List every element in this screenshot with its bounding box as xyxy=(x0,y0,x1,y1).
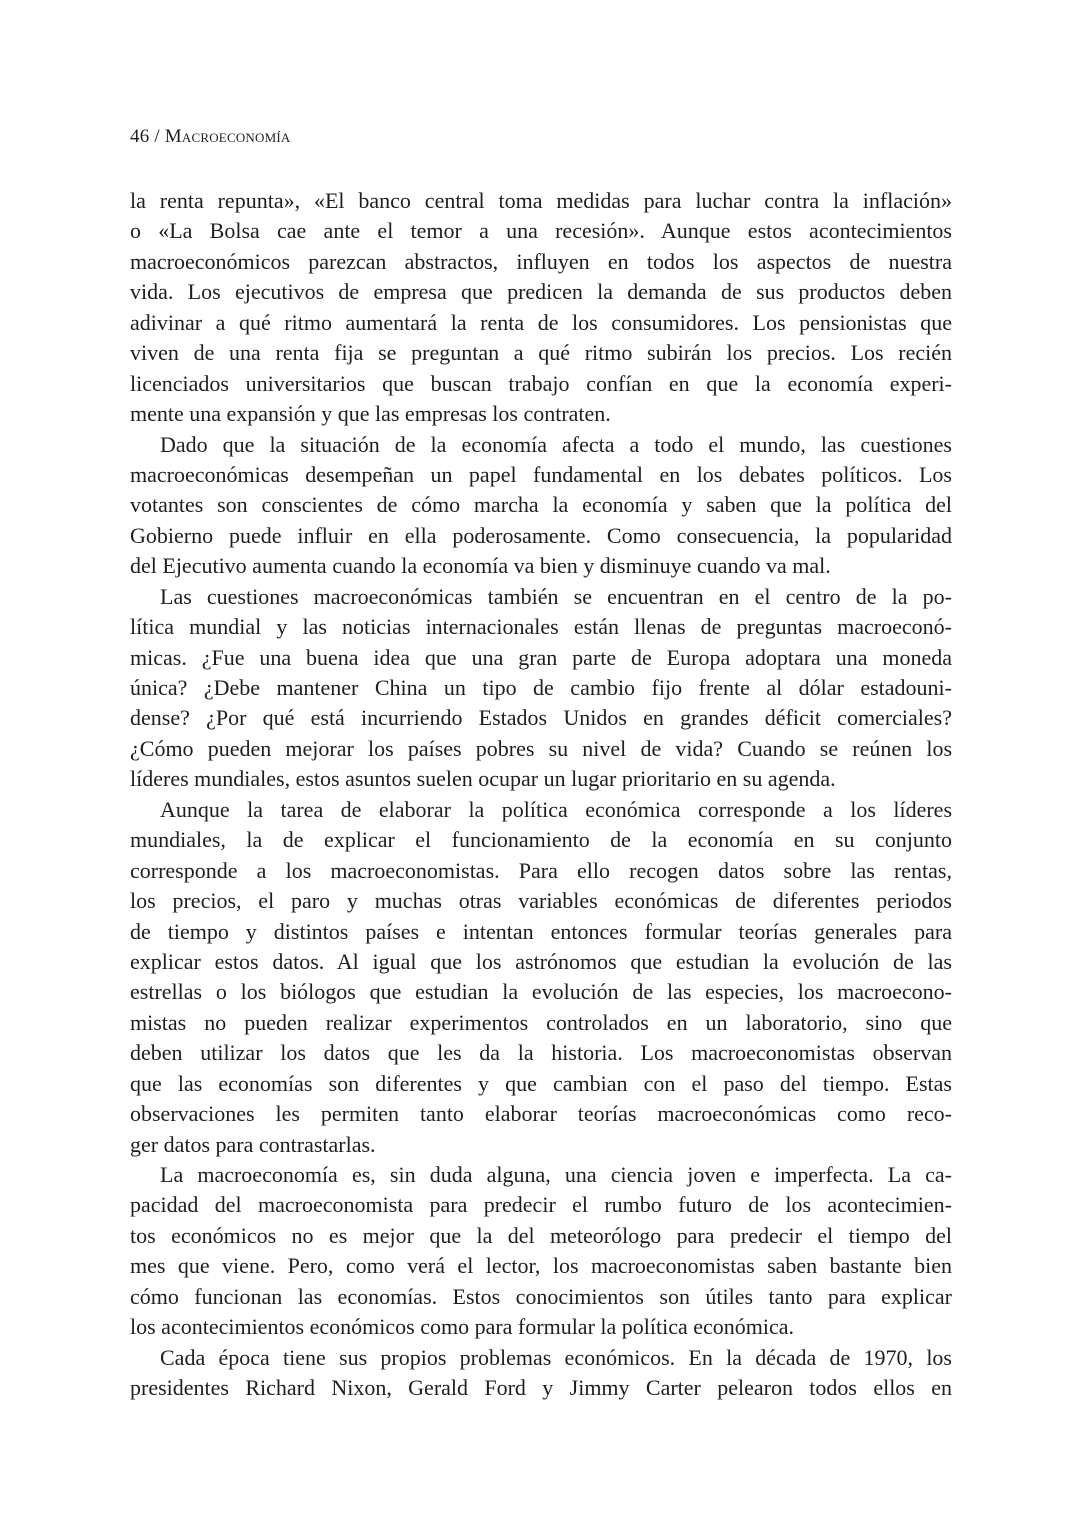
paragraph xyxy=(130,1160,952,1343)
text-line: los acontecimientos económicos como para formular la política económica. xyxy=(130,1314,795,1340)
paragraph xyxy=(130,795,952,1160)
text-line: mundiales, la de explicar el funcionamiento de la economía en su conjunto xyxy=(130,827,952,853)
text-line: tos económicos no es mejor que la del meteorólogo para predecir el tiempo del xyxy=(130,1222,952,1248)
paragraph xyxy=(130,430,952,582)
text-line: votantes son conscientes de cómo marcha la economía y saben que la política del xyxy=(130,492,952,518)
text-line: Aunque la tarea de elaborar la política económica corresponde a los líderes xyxy=(160,796,952,822)
paragraph xyxy=(130,582,952,795)
text-line: o «La Bolsa cae ante el temor a una recesión». Aunque estos acontecimientos xyxy=(130,218,952,244)
header-separator: / xyxy=(149,126,165,147)
text-line: mistas no pueden realizar experimentos controlados en un laboratorio, sino que xyxy=(130,1009,952,1035)
text-line: micas. ¿Fue una buena idea que una gran parte de Europa adoptara una moneda xyxy=(130,644,952,670)
text-line: dense? ¿Por qué está incurriendo Estados Unidos en grandes déficit comerciales? xyxy=(130,705,952,731)
text-line: deben utilizar los datos que les da la historia. Los macroeconomistas observan xyxy=(130,1040,952,1066)
text-line: ger datos para contrastarlas. xyxy=(130,1131,376,1157)
text-line: de tiempo y distintos países e intentan entonces formular teorías generales para xyxy=(130,918,952,944)
text-line: licenciados universitarios que buscan trabajo confían en que la economía experi- xyxy=(130,370,952,396)
text-line: líderes mundiales, estos asuntos suelen ocupar un lugar prioritario en su agenda. xyxy=(130,766,836,792)
text-line: Dado que la situación de la economía afecta a todo el mundo, las cuestiones xyxy=(160,431,952,457)
text-line: viven de una renta fija se preguntan a qué ritmo subirán los precios. Los recién xyxy=(130,340,952,366)
running-header xyxy=(130,126,290,148)
text-line: lítica mundial y las noticias internacionales están llenas de preguntas macroeconó- xyxy=(130,614,952,640)
text-line: vida. Los ejecutivos de empresa que predicen la demanda de sus productos deben xyxy=(130,279,952,305)
text-line: Cada época tiene sus propios problemas económicos. En la década de 1970, los xyxy=(160,1344,952,1370)
text-line: estrellas o los biólogos que estudian la evolución de las especies, los macroecono- xyxy=(130,979,952,1005)
text-line: pacidad del macroeconomista para predecir el rumbo futuro de los acontecimien- xyxy=(130,1192,952,1218)
text-line: cómo funcionan las economías. Estos conocimientos son útiles tanto para explicar xyxy=(130,1283,952,1309)
paragraph xyxy=(130,1343,952,1404)
text-line: mente una expansión y que las empresas los contraten. xyxy=(130,401,611,427)
text-line: del Ejecutivo aumenta cuando la economía va bien y disminuye cuando va mal. xyxy=(130,553,831,579)
text-line: macroeconómicos parezcan abstractos, influyen en todos los aspectos de nuestra xyxy=(130,248,952,274)
text-line: explicar estos datos. Al igual que los astrónomos que estudian la evolución de las xyxy=(130,948,952,974)
text-line: Gobierno puede influir en ella poderosamente. Como consecuencia, la popularidad xyxy=(130,522,952,548)
text-line: observaciones les permiten tanto elaborar teorías macroeconómicas como reco- xyxy=(130,1101,952,1127)
chapter-title: Macroeconomía xyxy=(164,126,291,147)
text-line: mes que viene. Pero, como verá el lector, los macroeconomistas saben bastante bien xyxy=(130,1253,952,1279)
text-line: La macroeconomía es, sin duda alguna, una ciencia joven e imperfecta. La ca- xyxy=(160,1162,952,1187)
body-text xyxy=(130,186,952,1404)
paragraph xyxy=(130,186,952,430)
page-number: 46 xyxy=(130,126,150,147)
text-line: la renta repunta», «El banco central toma medidas para luchar contra la inflación» xyxy=(130,188,952,213)
text-line: única? ¿Debe mantener China un tipo de cambio fijo frente al dólar estadouni- xyxy=(130,675,952,700)
text-line: que las economías son diferentes y que cambian con el paso del tiempo. Estas xyxy=(130,1070,952,1096)
text-line: ¿Cómo pueden mejorar los países pobres su nivel de vida? Cuando se reúnen los xyxy=(130,735,952,761)
text-line: los precios, el paro y muchas otras variables económicas de diferentes periodos xyxy=(130,888,952,914)
text-line: corresponde a los macroeconomistas. Para ello recogen datos sobre las rentas, xyxy=(130,857,952,883)
text-line: adivinar a qué ritmo aumentará la renta de los consumidores. Los pensionistas que xyxy=(130,309,952,335)
text-line: Las cuestiones macroeconómicas también se encuentran en el centro de la po- xyxy=(160,583,952,609)
text-line: macroeconómicas desempeñan un papel fundamental en los debates políticos. Los xyxy=(130,461,952,487)
text-line: presidentes Richard Nixon, Gerald Ford y Jimmy Carter pelearon todos ellos en xyxy=(130,1375,952,1401)
